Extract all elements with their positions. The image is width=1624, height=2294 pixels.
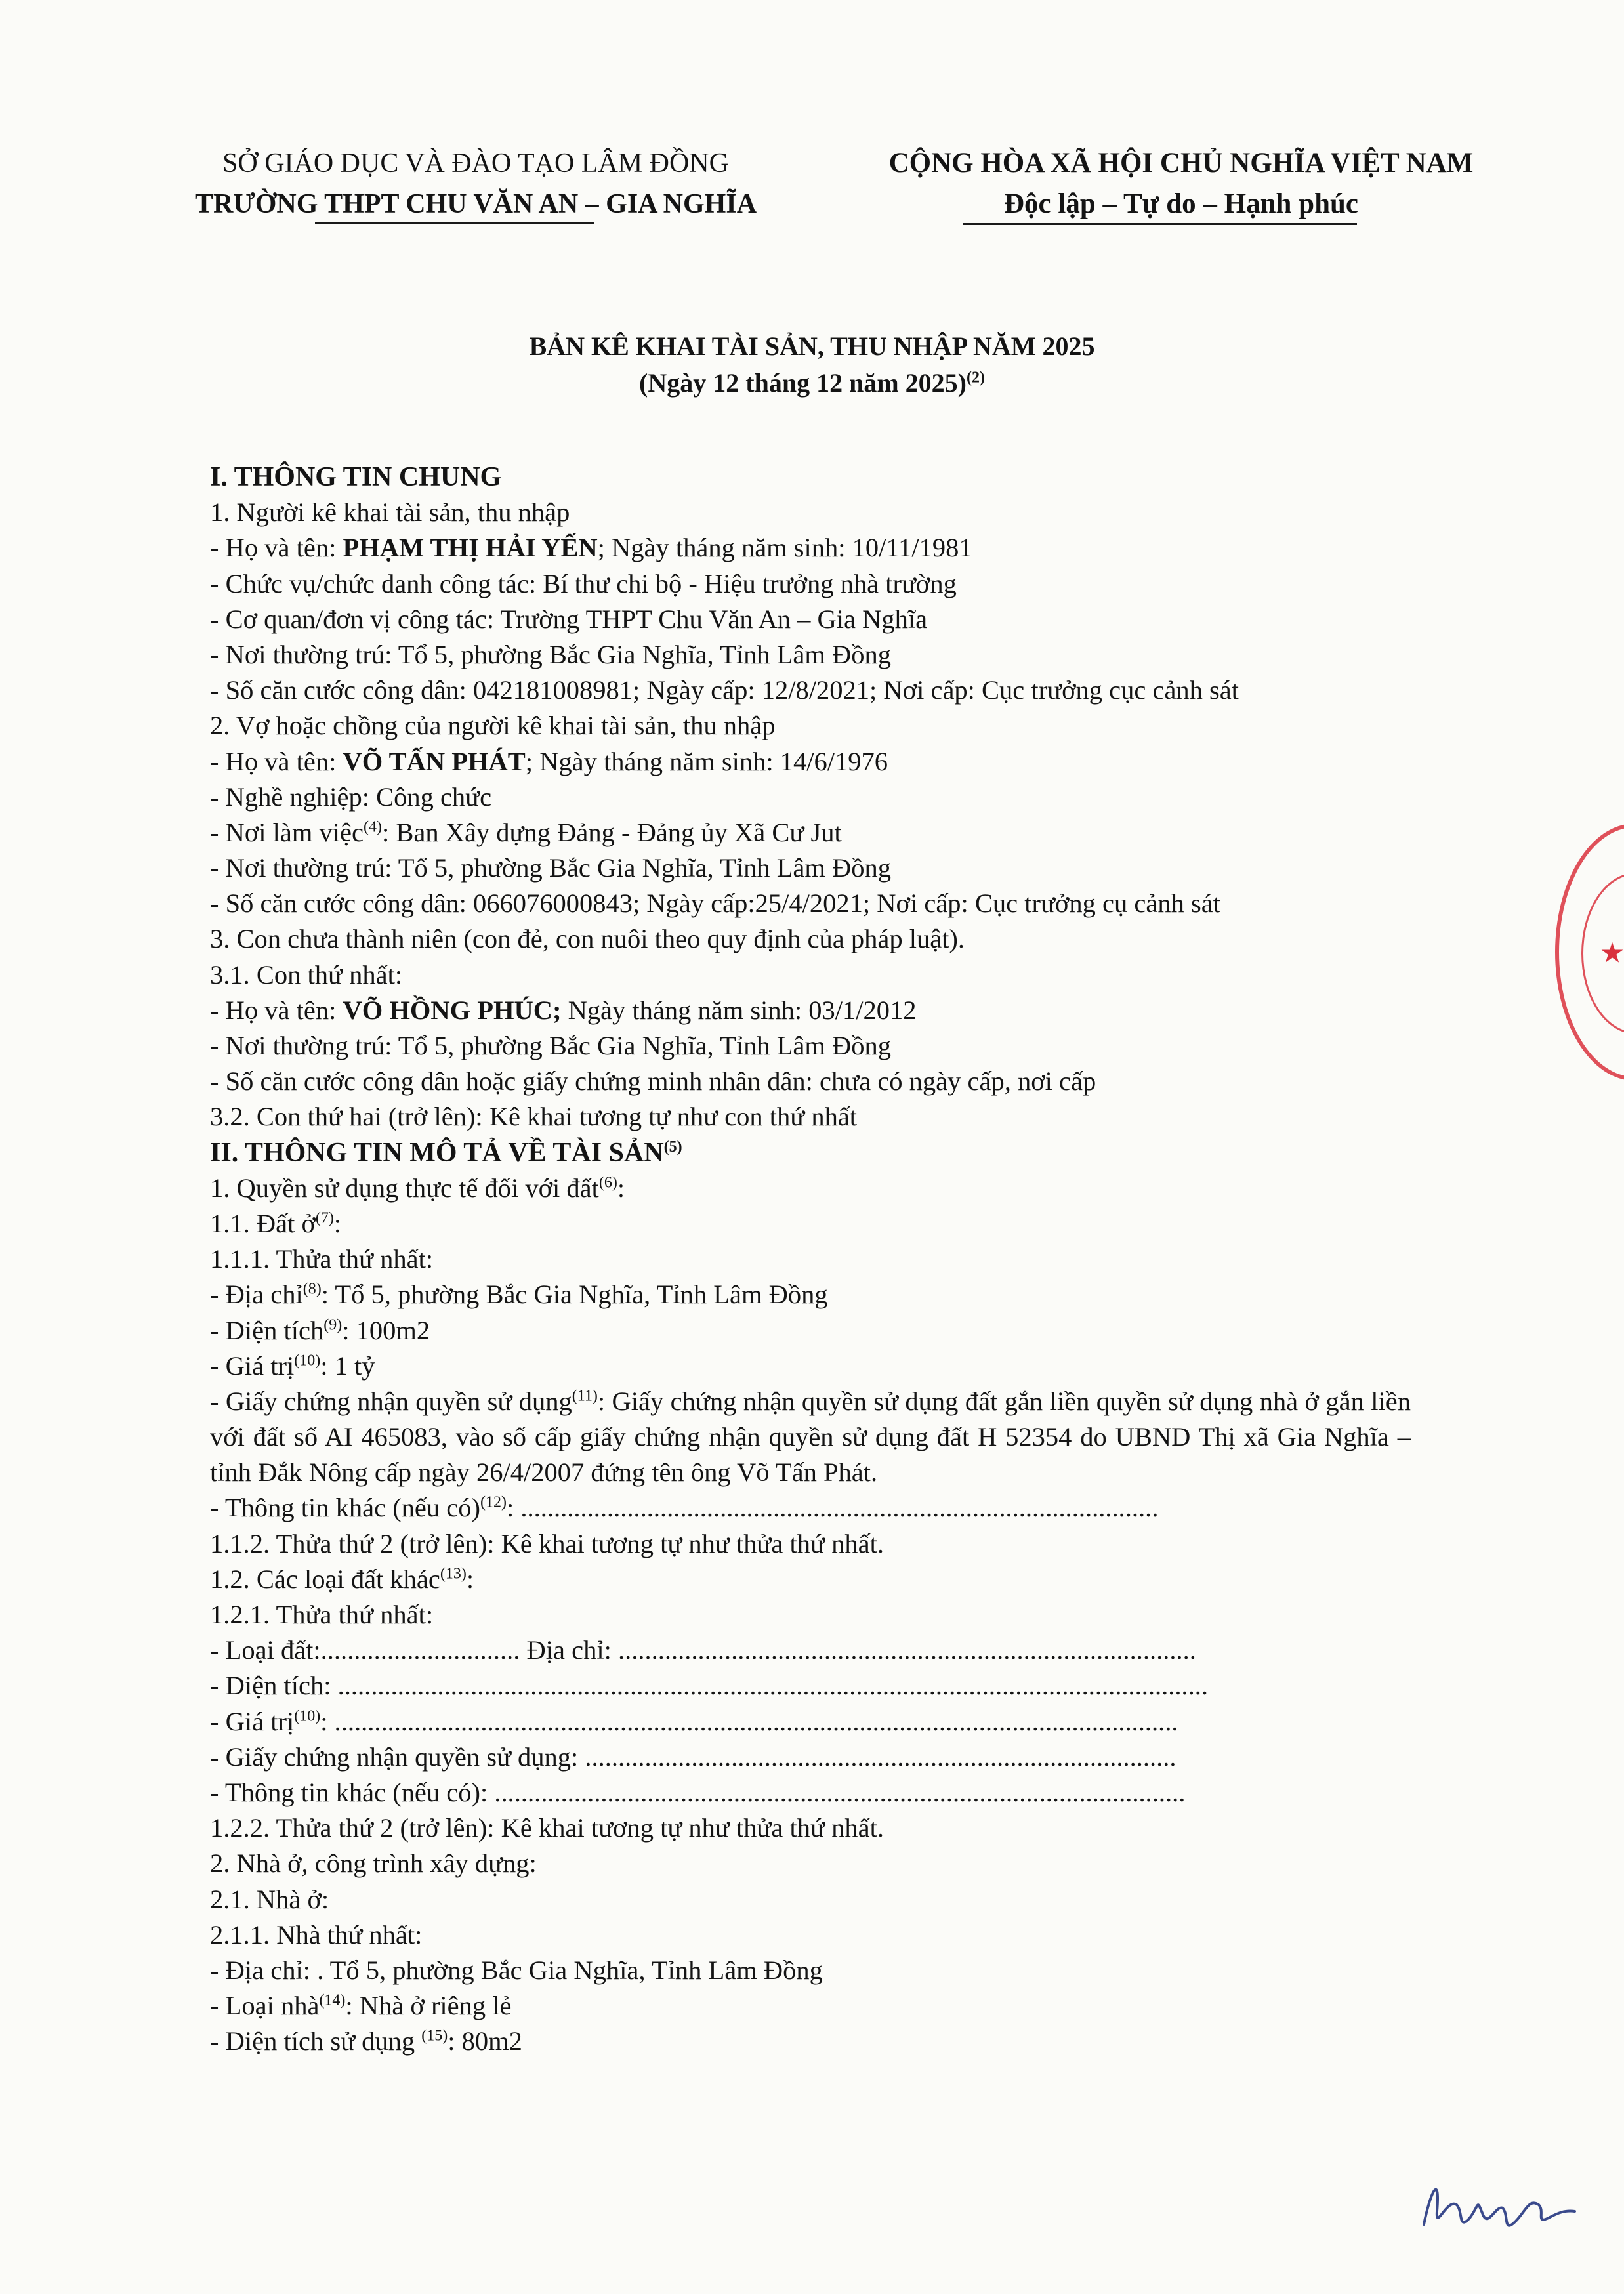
declarant-name: PHẠM THỊ HẢI YẾN [343,533,598,563]
land-certificate [210,1384,1411,1491]
child-name: VÕ HỒNG PHÚC; [343,995,562,1025]
subsection-heading: 3. Con chưa thành niên (con đẻ, con nuôi theo quy định của pháp luật). [210,924,965,954]
spouse-name-line [210,744,1457,780]
issuing-agency-block [151,143,801,224]
punctuation: : [617,1173,625,1203]
declaration-body [210,459,1457,2059]
subsection-heading: 3.1. Con thứ nhất: [210,959,403,990]
footnote-ref: (8) [302,1280,322,1298]
field-label: - Loại nhà [210,1991,320,2021]
spouse-id: - Số căn cước công dân: 066076000843; Ngày cấp:25/4/2021; Nơi cấp: Cục trưởng cụ cảnh sát [210,888,1220,919]
field-label: - Giá trị [210,1706,295,1736]
subsection-heading: 1.2.2. Thửa thứ 2 (trở lên): Kê khai tương tự như thửa thứ nhất. [210,1813,884,1843]
footnote-ref: (7) [315,1209,334,1227]
footnote-ref: (4) [363,818,382,836]
other-land-type: - Loại đất:.............................. Địa chỉ: ....................................................................................... [210,1635,1196,1665]
field-label: - Họ và tên: [210,746,343,776]
school-name-underline [315,222,594,224]
field-value: : 100m2 [342,1315,430,1345]
subsection-heading: 1.1.1. Thửa thứ nhất: [210,1244,434,1274]
subsection-heading [210,1562,1457,1597]
field-label: - Diện tích sử dụng [210,2026,422,2056]
field-value: : 80m2 [448,2026,522,2056]
footnote-ref: (5) [663,1138,682,1156]
field-label: - Địa chỉ [210,1280,303,1310]
other-land-value [210,1704,1457,1740]
country-name: CỘNG HÒA XÃ HỘI CHỦ NGHĨA VIỆT NAM [888,148,1474,178]
footnote-ref: (13) [440,1565,467,1583]
declarant-residence: - Nơi thường trú: Tổ 5, phường Bắc Gia Nghĩa, Tỉnh Lâm Đồng [210,639,892,669]
motto: Độc lập – Tự do – Hạnh phúc [1004,188,1358,219]
field-label: - Giấy chứng nhận quyền sử dụng [210,1386,572,1416]
land-address [210,1277,1457,1312]
punctuation: : [466,1564,474,1594]
child-name-line [210,993,1457,1028]
child-id: - Số căn cước công dân hoặc giấy chứng minh nhân dân: chưa có ngày cấp, nơi cấp [210,1066,1096,1096]
field-label: - Diện tích [210,1315,324,1345]
footnote-ref: (15) [421,2027,448,2045]
footnote-ref: (10) [294,1352,321,1369]
field-label: - Giá trị [210,1350,295,1381]
other-land-area: - Diện tích: ................................................................................................................................... [210,1671,1208,1701]
spouse-workplace [210,815,1457,850]
subsection-heading: 1. Người kê khai tài sản, thu nhập [210,497,570,528]
footnote-ref: (11) [572,1387,598,1405]
subsection-heading: 2. Vợ hoặc chồng của người kê khai tài sản, thu nhập [210,711,776,741]
land-area [210,1313,1457,1348]
declarant-agency: - Cơ quan/đơn vị công tác: Trường THPT Chu Văn An – Gia Nghĩa [210,604,928,634]
field-value: : ............................................................................................................................... [320,1706,1178,1736]
declarant-id: - Số căn cước công dân: 042181008981; Ngày cấp: 12/8/2021; Nơi cấp: Cục trưởng cục cảnh sát [210,675,1239,705]
field-value: : Nhà ở riêng lẻ [345,1991,512,2021]
footnote-ref: (12) [480,1493,507,1511]
field-label: - Thông tin khác (nếu có) [210,1493,481,1523]
motto-underline [963,223,1357,225]
title-date: (Ngày 12 tháng 12 năm 2025) [639,368,967,398]
field-value: : Tổ 5, phường Bắc Gia Nghĩa, Tỉnh Lâm Đồng [321,1280,828,1310]
seal-star-icon: ★ [1601,940,1624,967]
field-label: - Họ và tên: [210,533,343,563]
punctuation: : [333,1208,342,1238]
subsection-heading [210,1206,1457,1241]
subsection-heading [210,1171,1457,1206]
land-other-info [210,1490,1457,1526]
child-dob: Ngày tháng năm sinh: 03/1/2012 [561,995,917,1025]
footnote-ref: (14) [319,1992,346,2009]
department-name: SỞ GIÁO DỤC VÀ ĐÀO TẠO LÂM ĐỒNG [222,148,729,178]
title-line: BẢN KÊ KHAI TÀI SẢN, THU NHẬP NĂM 2025 [529,331,1095,361]
declarant-dob: ; Ngày tháng năm sinh: 10/11/1981 [597,533,972,563]
spouse-name: VÕ TẤN PHÁT [343,746,526,776]
other-land-certificate: - Giấy chứng nhận quyền sử dụng: ......................................................................................... [210,1741,1176,1772]
field-label: - Nơi làm việc [210,817,364,847]
field-value: : ................................................................................................ [507,1493,1159,1523]
spouse-dob: ; Ngày tháng năm sinh: 14/6/1976 [525,746,888,776]
section-title: II. THÔNG TIN MÔ TẢ VỀ TÀI SẢN [210,1137,664,1168]
national-motto-block [827,143,1535,224]
section-heading: I. THÔNG TIN CHUNG [210,462,502,492]
land-value [210,1348,1457,1384]
declarant-position: - Chức vụ/chức danh công tác: Bí thư chi bộ - Hiệu trưởng nhà trường [210,568,957,598]
field-value: : Ban Xây dựng Đảng - Đảng ủy Xã Cư Jut [381,817,842,847]
subsection-heading: 1.1.2. Thửa thứ 2 (trở lên): Kê khai tương tự như thửa thứ nhất. [210,1528,884,1558]
other-land-info: - Thông tin khác (nếu có): ........................................................................................................ [210,1777,1186,1807]
section-heading [210,1135,1457,1171]
field-value: : 1 tỷ [320,1350,375,1381]
subsection-title: 1.1. Đất ở [210,1208,316,1238]
spouse-job: - Nghề nghiệp: Công chức [210,782,492,812]
footnote-ref: (2) [966,369,985,386]
footnote-ref: (10) [294,1707,321,1725]
footnote-ref: (9) [323,1316,343,1333]
subsection-heading: 1.2.1. Thửa thứ nhất: [210,1600,434,1630]
title-date-line [0,365,1624,402]
document-title [0,328,1624,402]
subsection-heading: 3.2. Con thứ hai (trở lên): Kê khai tương tự như con thứ nhất [210,1102,858,1132]
signature-icon [1411,2152,1581,2244]
school-name: TRƯỜNG THPT CHU VĂN AN – GIA NGHĨA [194,189,757,219]
subsection-heading: 2.1.1. Nhà thứ nhất: [210,1919,423,1950]
footnote-ref: (6) [598,1174,617,1192]
house-area [210,2024,1457,2059]
subsection-title: 1. Quyền sử dụng thực tế đối với đất [210,1173,599,1203]
field-value: : Giấy chứng nhận quyền sử dụng đất gắn liền quyền sử dụng nhà ở gắn liền với đất số AI 465083, vào số cấp giấy chứng nhận quyền sử dụng đất H 52354 do UBND Thị xã Gia Nghĩa – tỉnh Đắk Nông cấp ngày 26/4/2007 đứng tên ông Võ Tấn Phát. [210,1386,1411,1488]
house-address: - Địa chỉ: . Tổ 5, phường Bắc Gia Nghĩa, Tỉnh Lâm Đồng [210,1955,823,1985]
house-type [210,1988,1457,2024]
child-residence: - Nơi thường trú: Tổ 5, phường Bắc Gia Nghĩa, Tỉnh Lâm Đồng [210,1031,892,1060]
subsection-title: 1.2. Các loại đất khác [210,1564,440,1594]
declarant-name-line [210,530,1457,566]
spouse-residence: - Nơi thường trú: Tổ 5, phường Bắc Gia Nghĩa, Tỉnh Lâm Đồng [210,853,892,883]
subsection-heading: 2.1. Nhà ở: [210,1884,329,1914]
subsection-heading: 2. Nhà ở, công trình xây dựng: [210,1848,537,1879]
field-label: - Họ và tên: [210,995,343,1025]
